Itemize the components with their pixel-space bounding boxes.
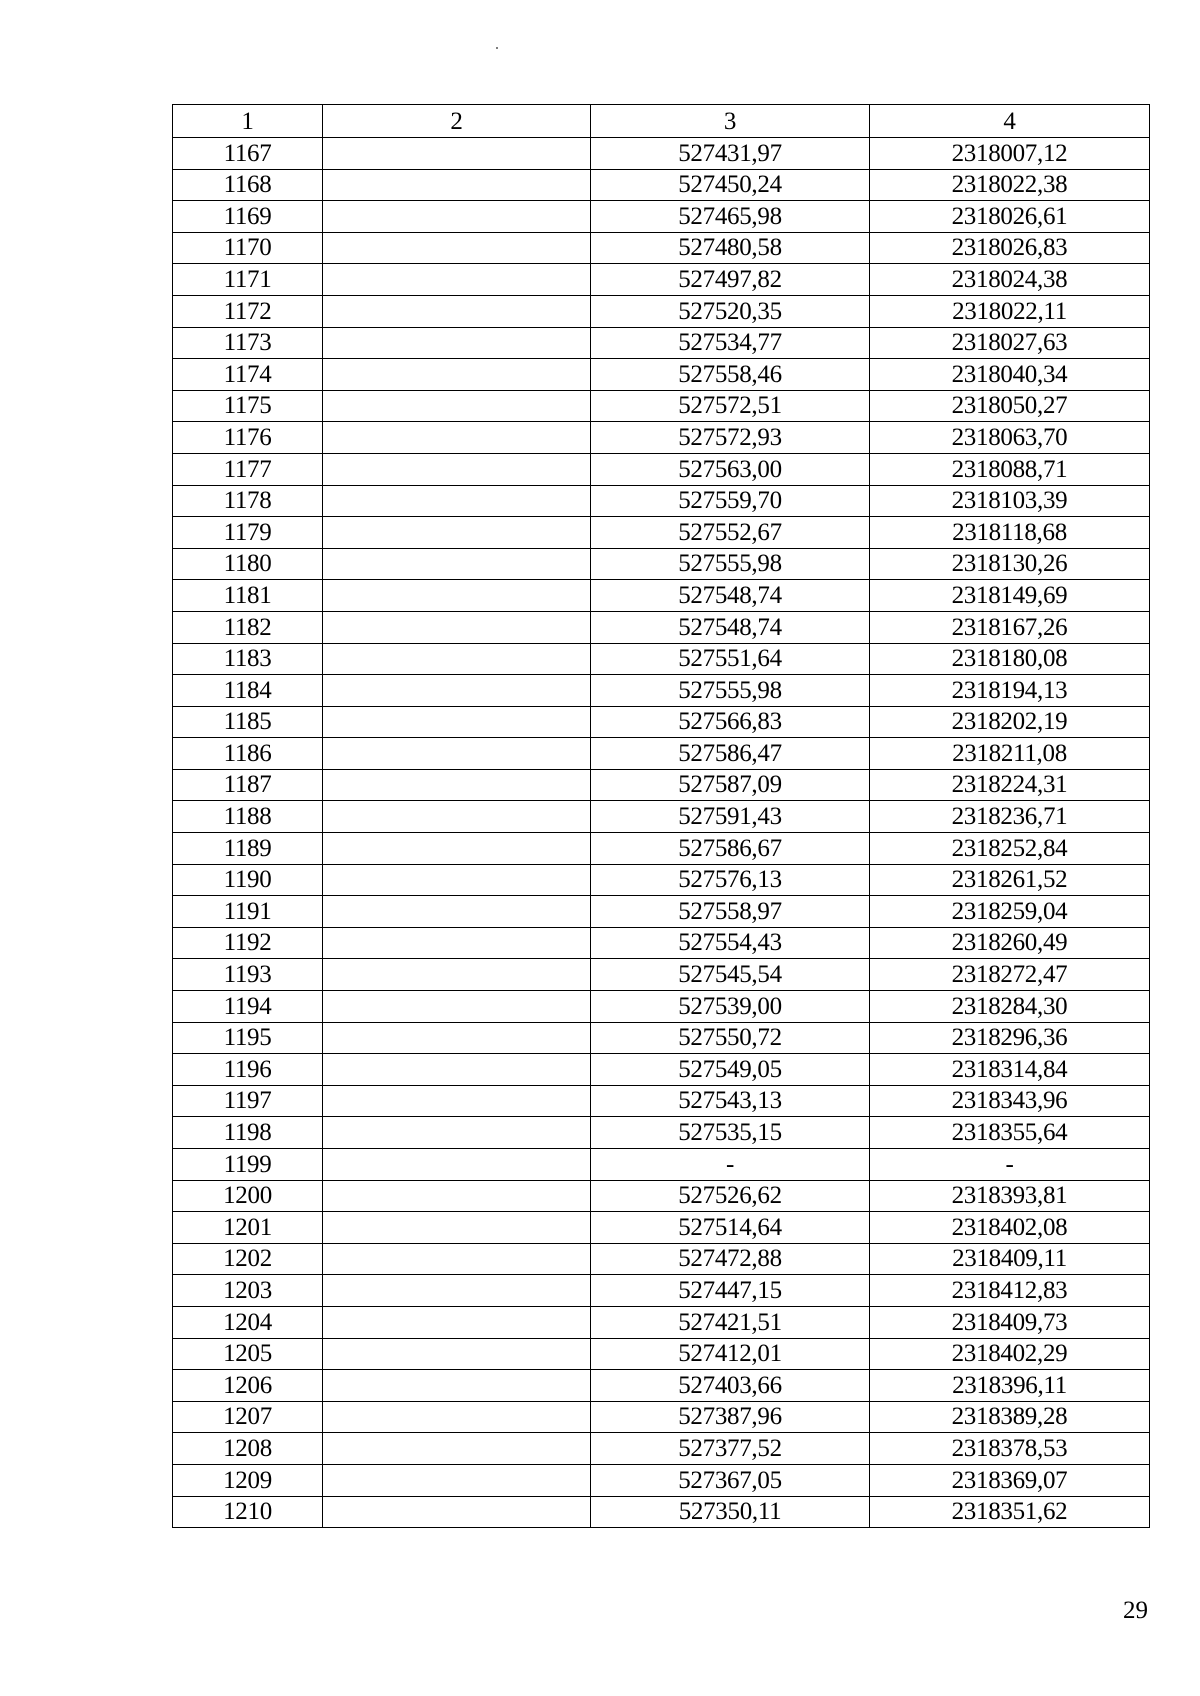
table-row (173, 643, 1150, 675)
y-coordinate-cell: 2318063,70 (870, 422, 1150, 454)
description-cell (323, 1149, 591, 1181)
y-coordinate-cell: 2318167,26 (870, 611, 1150, 643)
point-number-cell: 1168 (173, 169, 323, 201)
y-coordinate-cell: 2318022,11 (870, 295, 1150, 327)
x-coordinate-cell: 527447,15 (591, 1275, 870, 1307)
point-number-cell: 1205 (173, 1338, 323, 1370)
point-number-cell: 1169 (173, 201, 323, 233)
x-coordinate-cell: 527586,47 (591, 738, 870, 770)
x-coordinate-cell: 527586,67 (591, 833, 870, 865)
point-number-cell: 1193 (173, 959, 323, 991)
column-header: 3 (591, 105, 870, 138)
y-coordinate-cell: 2318272,47 (870, 959, 1150, 991)
table-row (173, 453, 1150, 485)
description-cell (323, 264, 591, 296)
table-row (173, 1212, 1150, 1244)
y-coordinate-cell: 2318211,08 (870, 738, 1150, 770)
table-row (173, 1085, 1150, 1117)
point-number-cell: 1206 (173, 1370, 323, 1402)
table-row (173, 959, 1150, 991)
y-coordinate-cell: 2318314,84 (870, 1054, 1150, 1086)
point-number-cell: 1200 (173, 1180, 323, 1212)
y-coordinate-cell: 2318296,36 (870, 1022, 1150, 1054)
x-coordinate-cell: 527545,54 (591, 959, 870, 991)
table-body (173, 138, 1150, 1528)
table-row (173, 1370, 1150, 1402)
description-cell (323, 232, 591, 264)
description-cell (323, 1180, 591, 1212)
table-row (173, 1464, 1150, 1496)
description-cell (323, 675, 591, 707)
y-coordinate-cell: 2318402,29 (870, 1338, 1150, 1370)
description-cell (323, 1496, 591, 1528)
x-coordinate-cell: 527526,62 (591, 1180, 870, 1212)
point-number-cell: 1182 (173, 611, 323, 643)
description-cell (323, 1338, 591, 1370)
description-cell (323, 1117, 591, 1149)
description-cell (323, 864, 591, 896)
table-row (173, 327, 1150, 359)
y-coordinate-cell: 2318088,71 (870, 453, 1150, 485)
x-coordinate-cell: 527563,00 (591, 453, 870, 485)
x-coordinate-cell: 527550,72 (591, 1022, 870, 1054)
point-number-cell: 1195 (173, 1022, 323, 1054)
x-coordinate-cell: 527377,52 (591, 1433, 870, 1465)
y-coordinate-cell: 2318194,13 (870, 675, 1150, 707)
x-coordinate-cell: 527555,98 (591, 675, 870, 707)
y-coordinate-cell: 2318355,64 (870, 1117, 1150, 1149)
description-cell (323, 517, 591, 549)
point-number-cell: 1190 (173, 864, 323, 896)
description-cell (323, 833, 591, 865)
point-number-cell: 1199 (173, 1149, 323, 1181)
description-cell (323, 485, 591, 517)
point-number-cell: 1204 (173, 1306, 323, 1338)
point-number-cell: 1167 (173, 138, 323, 170)
y-coordinate-cell: 2318343,96 (870, 1085, 1150, 1117)
y-coordinate-cell: - (870, 1149, 1150, 1181)
table-row (173, 1338, 1150, 1370)
point-number-cell: 1185 (173, 706, 323, 738)
table-row (173, 896, 1150, 928)
y-coordinate-cell: 2318024,38 (870, 264, 1150, 296)
x-coordinate-cell: 527387,96 (591, 1401, 870, 1433)
table-row (173, 801, 1150, 833)
coordinates-table (172, 104, 1150, 1528)
point-number-cell: 1170 (173, 232, 323, 264)
table-row (173, 580, 1150, 612)
y-coordinate-cell: 2318402,08 (870, 1212, 1150, 1244)
y-coordinate-cell: 2318284,30 (870, 991, 1150, 1023)
point-number-cell: 1188 (173, 801, 323, 833)
table-row (173, 1243, 1150, 1275)
point-number-cell: 1201 (173, 1212, 323, 1244)
point-number-cell: 1174 (173, 359, 323, 391)
description-cell (323, 1464, 591, 1496)
description-cell (323, 896, 591, 928)
table-row (173, 485, 1150, 517)
x-coordinate-cell: 527552,67 (591, 517, 870, 549)
point-number-cell: 1172 (173, 295, 323, 327)
y-coordinate-cell: 2318351,62 (870, 1496, 1150, 1528)
point-number-cell: 1173 (173, 327, 323, 359)
table-row (173, 706, 1150, 738)
y-coordinate-cell: 2318007,12 (870, 138, 1150, 170)
point-number-cell: 1183 (173, 643, 323, 675)
x-coordinate-cell: 527520,35 (591, 295, 870, 327)
table-row (173, 1022, 1150, 1054)
description-cell (323, 1275, 591, 1307)
description-cell (323, 1433, 591, 1465)
description-cell (323, 169, 591, 201)
x-coordinate-cell: 527558,97 (591, 896, 870, 928)
page-number: 29 (1123, 1597, 1148, 1624)
x-coordinate-cell: 527412,01 (591, 1338, 870, 1370)
table-row (173, 264, 1150, 296)
description-cell (323, 706, 591, 738)
table-row (173, 359, 1150, 391)
description-cell (323, 643, 591, 675)
point-number-cell: 1208 (173, 1433, 323, 1465)
description-cell (323, 295, 591, 327)
table-row (173, 1433, 1150, 1465)
table-row (173, 675, 1150, 707)
y-coordinate-cell: 2318130,26 (870, 548, 1150, 580)
y-coordinate-cell: 2318027,63 (870, 327, 1150, 359)
y-coordinate-cell: 2318393,81 (870, 1180, 1150, 1212)
x-coordinate-cell: 527548,74 (591, 611, 870, 643)
y-coordinate-cell: 2318026,61 (870, 201, 1150, 233)
x-coordinate-cell: 527559,70 (591, 485, 870, 517)
point-number-cell: 1189 (173, 833, 323, 865)
point-number-cell: 1196 (173, 1054, 323, 1086)
y-coordinate-cell: 2318118,68 (870, 517, 1150, 549)
point-number-cell: 1209 (173, 1464, 323, 1496)
point-number-cell: 1179 (173, 517, 323, 549)
x-coordinate-cell: 527350,11 (591, 1496, 870, 1528)
y-coordinate-cell: 2318050,27 (870, 390, 1150, 422)
x-coordinate-cell: 527566,83 (591, 706, 870, 738)
x-coordinate-cell: 527548,74 (591, 580, 870, 612)
table-row (173, 1306, 1150, 1338)
description-cell (323, 1022, 591, 1054)
x-coordinate-cell: 527367,05 (591, 1464, 870, 1496)
point-number-cell: 1178 (173, 485, 323, 517)
x-coordinate-cell: 527555,98 (591, 548, 870, 580)
table-row (173, 1496, 1150, 1528)
y-coordinate-cell: 2318026,83 (870, 232, 1150, 264)
point-number-cell: 1197 (173, 1085, 323, 1117)
x-coordinate-cell: 527534,77 (591, 327, 870, 359)
y-coordinate-cell: 2318260,49 (870, 927, 1150, 959)
description-cell (323, 359, 591, 391)
x-coordinate-cell: 527535,15 (591, 1117, 870, 1149)
table-row (173, 201, 1150, 233)
table-row (173, 611, 1150, 643)
table-row (173, 295, 1150, 327)
y-coordinate-cell: 2318224,31 (870, 769, 1150, 801)
description-cell (323, 991, 591, 1023)
table-row (173, 390, 1150, 422)
description-cell (323, 1243, 591, 1275)
point-number-cell: 1184 (173, 675, 323, 707)
x-coordinate-cell: 527450,24 (591, 169, 870, 201)
x-coordinate-cell: 527480,58 (591, 232, 870, 264)
table-row (173, 1117, 1150, 1149)
table-row (173, 1275, 1150, 1307)
x-coordinate-cell: 527465,98 (591, 201, 870, 233)
description-cell (323, 801, 591, 833)
point-number-cell: 1194 (173, 991, 323, 1023)
point-number-cell: 1198 (173, 1117, 323, 1149)
y-coordinate-cell: 2318040,34 (870, 359, 1150, 391)
y-coordinate-cell: 2318261,52 (870, 864, 1150, 896)
point-number-cell: 1186 (173, 738, 323, 770)
x-coordinate-cell: 527572,93 (591, 422, 870, 454)
point-number-cell: 1180 (173, 548, 323, 580)
x-coordinate-cell: 527576,13 (591, 864, 870, 896)
y-coordinate-cell: 2318396,11 (870, 1370, 1150, 1402)
point-number-cell: 1171 (173, 264, 323, 296)
description-cell (323, 580, 591, 612)
x-coordinate-cell: - (591, 1149, 870, 1181)
x-coordinate-cell: 527431,97 (591, 138, 870, 170)
point-number-cell: 1177 (173, 453, 323, 485)
x-coordinate-cell: 527587,09 (591, 769, 870, 801)
description-cell (323, 201, 591, 233)
y-coordinate-cell: 2318389,28 (870, 1401, 1150, 1433)
table-row (173, 548, 1150, 580)
description-cell (323, 1306, 591, 1338)
x-coordinate-cell: 527497,82 (591, 264, 870, 296)
y-coordinate-cell: 2318180,08 (870, 643, 1150, 675)
point-number-cell: 1210 (173, 1496, 323, 1528)
description-cell (323, 453, 591, 485)
table-row (173, 738, 1150, 770)
table-row (173, 232, 1150, 264)
column-header: 2 (323, 105, 591, 138)
point-number-cell: 1181 (173, 580, 323, 612)
point-number-cell: 1203 (173, 1275, 323, 1307)
table-row (173, 169, 1150, 201)
point-number-cell: 1187 (173, 769, 323, 801)
table-row (173, 769, 1150, 801)
y-coordinate-cell: 2318103,39 (870, 485, 1150, 517)
y-coordinate-cell: 2318236,71 (870, 801, 1150, 833)
table-header-row (173, 105, 1150, 138)
table-row (173, 517, 1150, 549)
y-coordinate-cell: 2318252,84 (870, 833, 1150, 865)
description-cell (323, 769, 591, 801)
description-cell (323, 138, 591, 170)
description-cell (323, 1212, 591, 1244)
point-number-cell: 1202 (173, 1243, 323, 1275)
y-coordinate-cell: 2318378,53 (870, 1433, 1150, 1465)
description-cell (323, 1054, 591, 1086)
table-row (173, 422, 1150, 454)
x-coordinate-cell: 527403,66 (591, 1370, 870, 1402)
x-coordinate-cell: 527549,05 (591, 1054, 870, 1086)
description-cell (323, 611, 591, 643)
y-coordinate-cell: 2318202,19 (870, 706, 1150, 738)
description-cell (323, 390, 591, 422)
description-cell (323, 738, 591, 770)
scan-speck (496, 47, 498, 49)
column-header: 4 (870, 105, 1150, 138)
y-coordinate-cell: 2318149,69 (870, 580, 1150, 612)
y-coordinate-cell: 2318369,07 (870, 1464, 1150, 1496)
table-row (173, 864, 1150, 896)
point-number-cell: 1192 (173, 927, 323, 959)
description-cell (323, 1085, 591, 1117)
table-row (173, 1149, 1150, 1181)
description-cell (323, 927, 591, 959)
column-header: 1 (173, 105, 323, 138)
y-coordinate-cell: 2318409,73 (870, 1306, 1150, 1338)
x-coordinate-cell: 527572,51 (591, 390, 870, 422)
table-row (173, 138, 1150, 170)
point-number-cell: 1175 (173, 390, 323, 422)
y-coordinate-cell: 2318259,04 (870, 896, 1150, 928)
point-number-cell: 1191 (173, 896, 323, 928)
x-coordinate-cell: 527558,46 (591, 359, 870, 391)
description-cell (323, 959, 591, 991)
description-cell (323, 422, 591, 454)
description-cell (323, 1401, 591, 1433)
description-cell (323, 327, 591, 359)
x-coordinate-cell: 527514,64 (591, 1212, 870, 1244)
x-coordinate-cell: 527421,51 (591, 1306, 870, 1338)
table-row (173, 1401, 1150, 1433)
description-cell (323, 548, 591, 580)
x-coordinate-cell: 527551,64 (591, 643, 870, 675)
table-row (173, 1054, 1150, 1086)
point-number-cell: 1207 (173, 1401, 323, 1433)
table-row (173, 833, 1150, 865)
table-row (173, 1180, 1150, 1212)
x-coordinate-cell: 527543,13 (591, 1085, 870, 1117)
y-coordinate-cell: 2318022,38 (870, 169, 1150, 201)
table-row (173, 927, 1150, 959)
point-number-cell: 1176 (173, 422, 323, 454)
x-coordinate-cell: 527539,00 (591, 991, 870, 1023)
x-coordinate-cell: 527591,43 (591, 801, 870, 833)
y-coordinate-cell: 2318409,11 (870, 1243, 1150, 1275)
x-coordinate-cell: 527554,43 (591, 927, 870, 959)
y-coordinate-cell: 2318412,83 (870, 1275, 1150, 1307)
description-cell (323, 1370, 591, 1402)
x-coordinate-cell: 527472,88 (591, 1243, 870, 1275)
table-row (173, 991, 1150, 1023)
